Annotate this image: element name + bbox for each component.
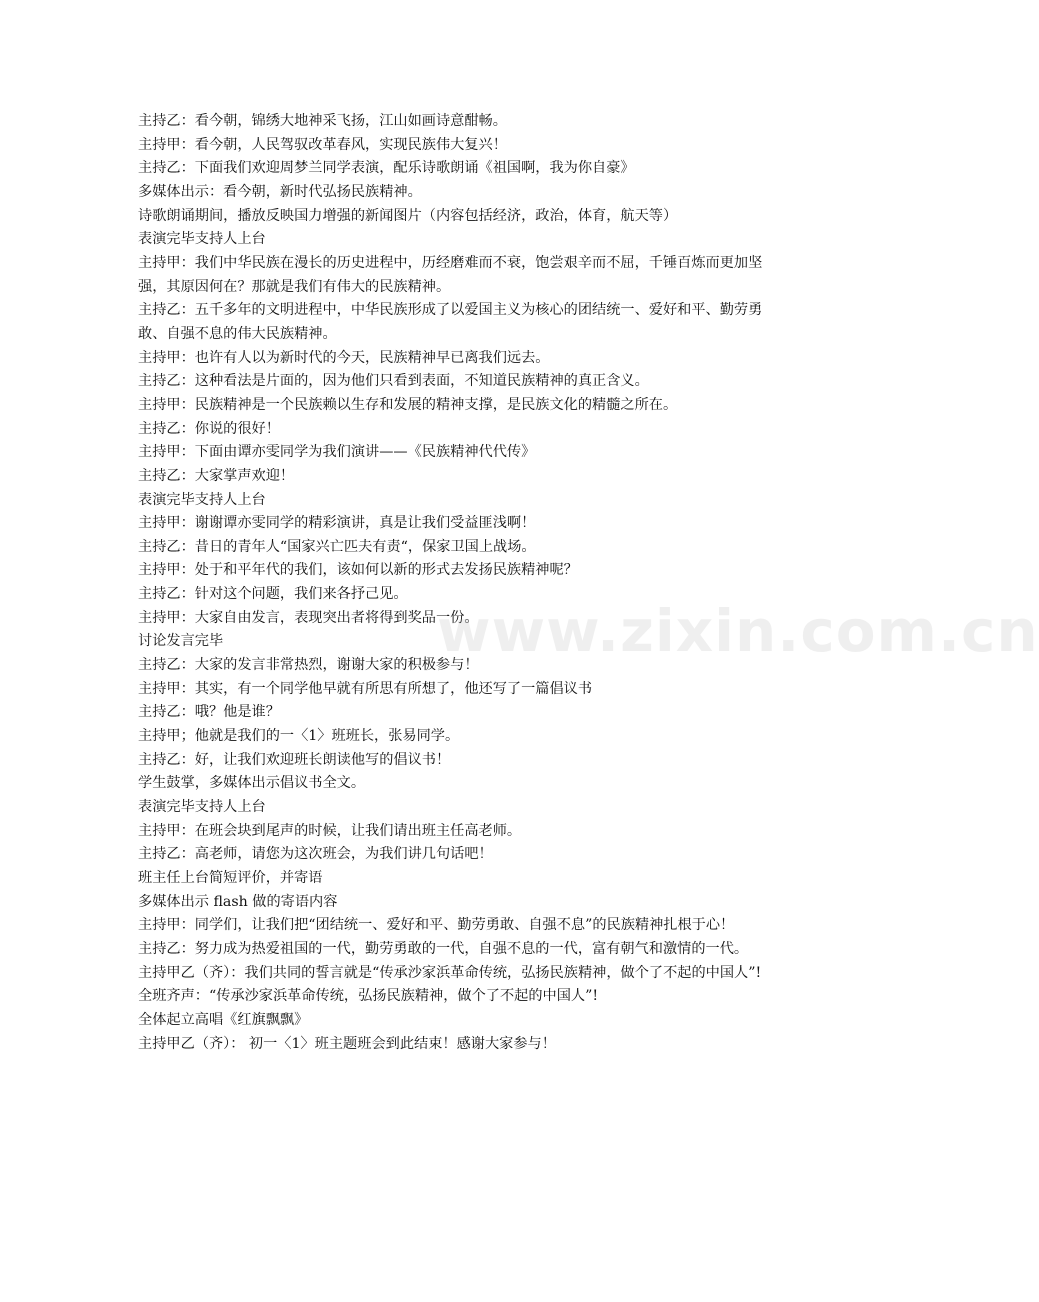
text-line: 主持乙：看今朝，锦绣大地神采飞扬，江山如画诗意酣畅。 <box>138 113 507 129</box>
text-line: 主持甲：同学们，让我们把“团结统一、爱好和平、勤劳勇敢、自强不息”的民族精神扎根于心！ <box>138 917 735 934</box>
text-line: 主持甲；他就是我们的一〈1〉班班长，张易同学。 <box>138 728 460 745</box>
text-line: 主持乙：努力成为热爱祖国的一代，勤劳勇敢的一代，自强不息的一代，富有朝气和激情的一代。 <box>138 940 749 957</box>
text-line: 表演完毕支持人上台 <box>138 799 266 816</box>
text-line: 主持乙：昔日的青年人“国家兴亡匹夫有责“，保家卫国上战场。 <box>138 538 536 555</box>
text-line: 全班齐声：“传承沙家浜革命传统，弘扬民族精神，做个了不起的中国人”! <box>138 988 599 1005</box>
text-line: 主持甲：我们中华民族在漫长的历史进程中，历经磨难而不衰，饱尝艰辛而不屈，千锤百炼而更加坚强，其原因何在？那就是我们有伟大的民族精神。 <box>138 254 763 295</box>
text-line: 主持乙：这种看法是片面的，因为他们只看到表面，不知道民族精神的真正含义。 <box>138 373 649 390</box>
text-line: 主持乙：哦？他是谁？ <box>138 704 280 721</box>
text-line: 全体起立高唱《红旗飘飘》 <box>138 1011 309 1028</box>
text-line: 主持乙：好，让我们欢迎班长朗读他写的倡议书！ <box>138 751 451 768</box>
text-line: 主持甲：处于和平年代的我们，该如何以新的形式去发扬民族精神呢？ <box>138 562 578 579</box>
text-line: 多媒体出示 flash 做的寄语内容 <box>138 893 338 910</box>
text-line: 主持甲：在班会块到尾声的时候，让我们请出班主任高老师。 <box>138 822 522 839</box>
document-body <box>138 110 786 1056</box>
text-line: 班主任上台简短评价，并寄语 <box>138 870 323 886</box>
text-line: 主持甲：民族精神是一个民族赖以生存和发展的精神支撑，是民族文化的精髓之所在。 <box>138 396 678 413</box>
text-line: 主持甲：大家自由发言，表现突出者将得到奖品一份。 <box>138 609 479 626</box>
text-line: 主持乙：下面我们欢迎周梦兰同学表演，配乐诗歌朗诵《祖国啊，我为你自豪》 <box>138 160 635 177</box>
text-line: 主持乙：针对这个问题，我们来各抒己见。 <box>138 586 408 603</box>
text-line: 讨论发言完毕 <box>138 633 224 650</box>
text-line: 主持甲：其实，有一个同学他早就有所思有所想了，他还写了一篇倡议书 <box>138 680 593 697</box>
text-line: 主持乙：大家的发言非常热烈，谢谢大家的积极参与！ <box>138 657 479 674</box>
text-line: 表演完毕支持人上台 <box>138 231 266 248</box>
text-line: 主持甲：看今朝，人民驾驭改革春风，实现民族伟大复兴！ <box>138 136 507 153</box>
text-line: 多媒体出示：看今朝，新时代弘扬民族精神。 <box>138 183 422 200</box>
text-line: 主持甲：谢谢谭亦雯同学的精彩演讲，真是让我们受益匪浅啊！ <box>138 515 536 532</box>
text-line: 主持乙：你说的很好！ <box>138 420 280 437</box>
text-line: 主持乙：高老师，请您为这次班会，为我们讲几句话吧！ <box>138 846 493 863</box>
text-line: 主持乙：五千多年的文明进程中，中华民族形成了以爱国主义为核心的团结统一、爱好和平、勤劳勇敢、自强不息的伟大民族精神。 <box>138 302 763 342</box>
text-line: 学生鼓掌，多媒体出示倡议书全文。 <box>138 775 366 792</box>
watermark: www.zixin.com.cn <box>437 597 1039 665</box>
text-line: 主持甲：也许有人以为新时代的今天，民族精神早已离我们远去。 <box>138 349 550 366</box>
text-line: 主持甲：下面由谭亦雯同学为我们演讲——《民族精神代代传》 <box>138 444 536 461</box>
text-line: 诗歌朗诵期间，播放反映国力增强的新闻图片（内容包括经济，政治，体育，航天等） <box>138 207 678 224</box>
text-line: 主持甲乙（齐）： 初一〈1〉班主题班会到此结束！感谢大家参与！ <box>138 1035 556 1052</box>
text-line: 主持甲乙（齐）：我们共同的誓言就是“传承沙家浜革命传统，弘扬民族精神，做个了不起的中国人”! <box>138 964 762 981</box>
text-line: 表演完毕支持人上台 <box>138 491 266 508</box>
text-line: 主持乙：大家掌声欢迎！ <box>138 467 295 484</box>
